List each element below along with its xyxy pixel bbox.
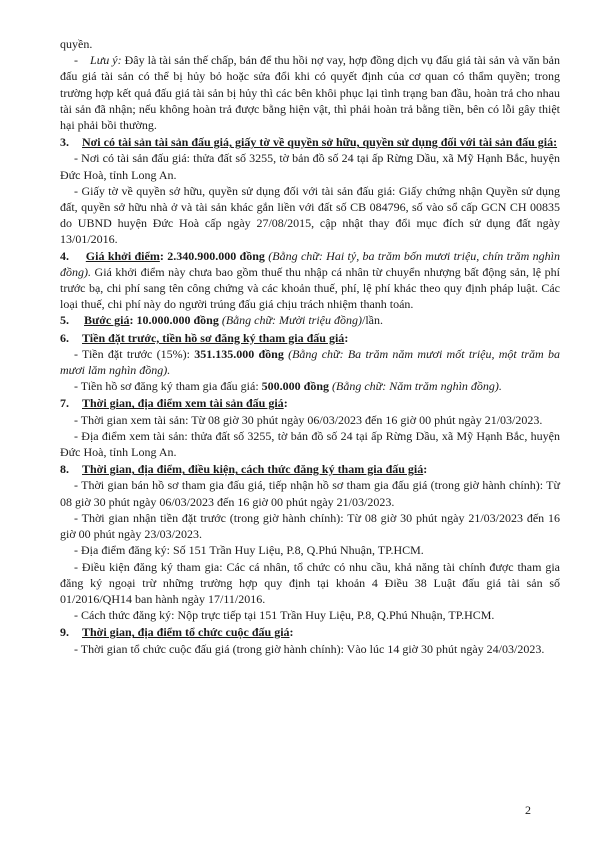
section-7-time: - Thời gian xem tài sản: Từ 08 giờ 30 phút ngày 06/03/2023 đến 16 giờ 00 phút ngày 21/03/2023. xyxy=(74,412,543,427)
section-6-fee xyxy=(60,378,560,394)
section-6-title: Tiền đặt trước, tiền hồ sơ đăng ký tham gia đấu giá xyxy=(82,330,345,345)
fee-amount: 500.000 đồng xyxy=(261,379,330,394)
section-3-number: 3. xyxy=(60,135,69,150)
section-4-number: 4. xyxy=(60,248,69,263)
section-7-number: 7. xyxy=(60,396,69,411)
section-5-value: : 10.000.000 đồng xyxy=(129,313,219,328)
note-dash: - xyxy=(74,53,78,68)
section-8-sale-time: - Thời gian bán hồ sơ tham gia đấu giá, tiếp nhận hồ sơ tham gia đấu giá (trong giờ hành chính): Từ 08 giờ 30 phút ngày 06/03/2023 đến 16 giờ 00 phút ngày 21/03/2023. xyxy=(60,478,560,509)
section-5-words: (Bằng chữ: Mười triệu đồng) xyxy=(221,313,362,328)
section-3-documents: - Giấy tờ về quyền sở hữu, quyền sử dụng đối với tài sản đấu giá: Giấy chứng nhận Quyền sử dụng đất, quyền sở hữu nhà ở và tài sản khác gắn liền với đất số CB 084796, số vào sổ cấp GCN CH 00835 do UBND huyện Đức Hoà cấp ngày 27/08/2015, cập nhật thay đổi mục đích sử dụng đất ngày 13/01/2016. xyxy=(60,183,560,247)
section-9-title: Thời gian, địa điểm tổ chức cuộc đấu giá xyxy=(82,625,290,640)
section-6-deposit xyxy=(60,346,560,378)
deposit-label: - Tiền đặt trước (15%): xyxy=(74,346,195,361)
paragraph-note xyxy=(60,52,560,133)
section-3-heading xyxy=(60,134,560,150)
section-7-place: - Địa điểm xem tài sản: thửa đất số 3255, tờ bản đồ số 24 tại ấp Rừng Dầu, xã Mỹ Hạnh Bắc, huyện Đức Hoà, tỉnh Long An. xyxy=(60,428,560,460)
section-6-heading xyxy=(60,330,560,346)
section-4-label: Giá khởi điểm xyxy=(85,248,160,263)
section-8-number: 8. xyxy=(60,462,69,477)
section-8-title: Thời gian, địa điểm, điều kiện, cách thức đăng ký tham gia đấu giá xyxy=(82,462,424,477)
section-8-place: - Địa điểm đăng ký: Số 151 Trần Huy Liệu, P.8, Q.Phú Nhuận, TP.HCM. xyxy=(74,543,424,558)
section-5-tail: /lần. xyxy=(362,313,383,328)
page-number: 2 xyxy=(525,803,531,817)
section-3-location: - Nơi có tài sản đấu giá: thửa đất số 3255, tờ bản đồ số 24 tại ấp Rừng Dầu, xã Mỹ Hạnh Bắc, huyện Đức Hoà, tỉnh Long An. xyxy=(60,151,560,182)
section-9-heading xyxy=(60,624,560,640)
section-4-paragraph xyxy=(60,248,560,313)
deposit-words: (Bằng chữ: Ba trăm năm mươi mốt triệu, một trăm ba mươi lăm nghìn đồng). xyxy=(60,346,560,378)
section-8-conditions: - Điều kiện đăng ký tham gia: Các cá nhân, tổ chức có nhu cầu, khả năng tài chính được tham gia đăng ký ngoại trừ những trường hợp quy định tại khoản 4 Điều 38 Luật đấu giá tài sản số 01/2016/QH14 ban hành ngày 17/11/2016. xyxy=(60,559,560,606)
section-8-heading xyxy=(60,461,560,477)
section-4-words: (Bằng chữ: Hai tỷ, ba trăm bốn mươi triệu, chín trăm nghìn đồng). xyxy=(60,248,561,279)
section-4-value: : 2.340.900.000 đồng xyxy=(159,248,265,263)
section-6-number: 6. xyxy=(60,330,69,345)
section-3-title: Nơi có tài sản tài sản đấu giá, giấy tờ về quyền sở hữu, quyền sử dụng đối với tài sản đấu giá: xyxy=(82,135,558,150)
section-7-heading xyxy=(60,395,560,411)
section-7-title: Thời gian, địa điểm xem tài sản đấu giá xyxy=(82,396,284,411)
fee-label: - Tiền hồ sơ đăng ký tham gia đấu giá: xyxy=(74,379,262,394)
section-9-colon: : xyxy=(289,625,294,640)
section-6-colon: : xyxy=(344,330,349,345)
document-page xyxy=(60,36,560,657)
section-9-time: - Thời gian tổ chức cuộc đấu giá (trong giờ hành chính): Vào lúc 14 giờ 30 phút ngày 24/03/2023. xyxy=(74,641,545,656)
section-8-method: - Cách thức đăng ký: Nộp trực tiếp tại 151 Trần Huy Liệu, P.8, Q.Phú Nhuận, TP.HCM. xyxy=(74,608,495,623)
note-text: Đây là tài sản thế chấp, bán để thu hồi nợ vay, hợp đồng dịch vụ đấu giá tài sản và văn bản đấu giá tài sản có thể bị hủy bỏ hoặc sửa đổi khi có quyết định của cơ quan có thẩm quyền; trong trường hợp kết quả đấu giá tài sản bị hủy thì các bên khôi phục lại tình trạng ban đầu, hoàn trả cho nhau tài sản đã nhận; nếu không hoàn trả được bằng hiện vật, thì phải hoàn trả bằng tiền, bên có lỗi gây thiệt hại phải bồi thường. xyxy=(60,53,560,133)
section-8-colon: : xyxy=(423,462,428,477)
section-8-deposit-time: - Thời gian nhận tiền đặt trước (trong giờ hành chính): Từ 08 giờ 30 phút ngày 21/03/2023 đến 16 giờ 00 phút ngày 23/03/2023. xyxy=(60,510,560,542)
section-4-text: Giá khởi điểm này chưa bao gồm thuế thu nhập cá nhân từ chuyển nhượng bất động sản, lệ phí trước bạ, chi phí sang tên công chứng và các khoản thuế, phí, lệ phí khác theo quy định pháp luật. Các loại thuế, chi phí này do người trúng đấu giá chịu trách nhiệm thanh toán. xyxy=(60,264,560,312)
section-5-number: 5. xyxy=(60,313,69,328)
note-label: Lưu ý: xyxy=(90,53,122,68)
section-5-paragraph xyxy=(60,312,560,328)
section-5-label: Bước giá xyxy=(84,313,130,328)
section-7-colon: : xyxy=(283,396,288,411)
fee-words: (Bằng chữ: Năm trăm nghìn đồng). xyxy=(332,379,502,394)
deposit-amount: 351.135.000 đồng xyxy=(194,346,284,361)
paragraph-continuation: quyền. xyxy=(60,37,93,51)
section-9-number: 9. xyxy=(60,625,69,640)
